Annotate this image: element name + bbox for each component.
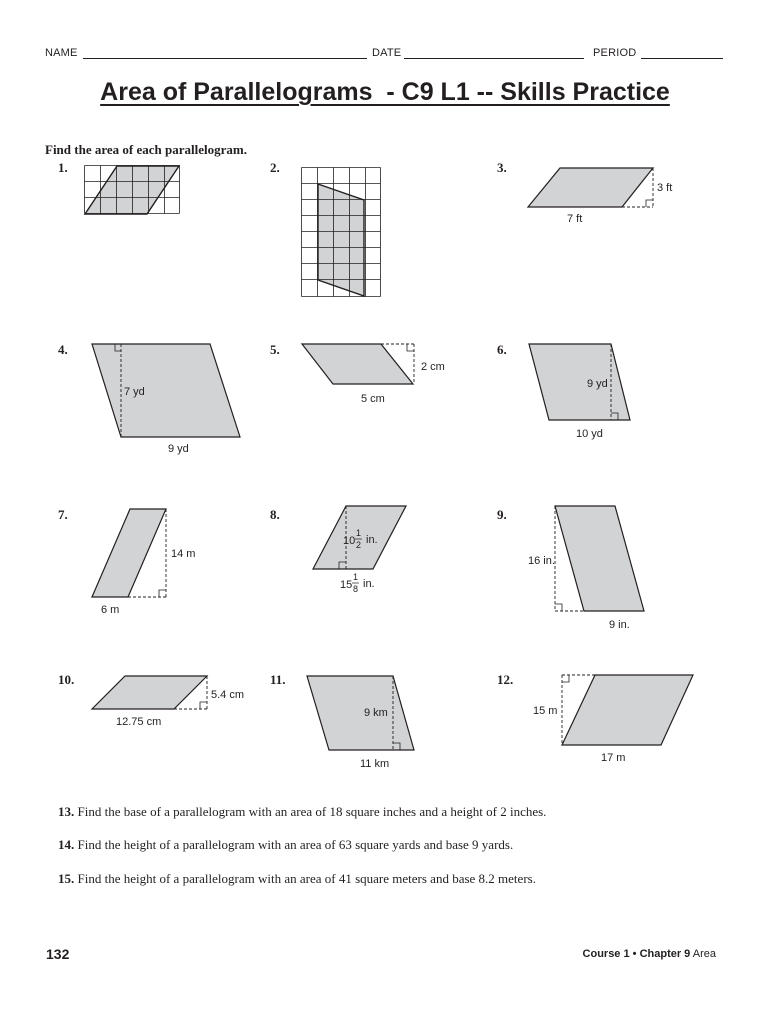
figure-10 xyxy=(88,670,253,735)
figure-8 xyxy=(305,502,425,597)
period-line xyxy=(641,58,723,59)
figure-9 xyxy=(525,502,655,632)
problem-number: 6. xyxy=(497,342,507,357)
problem-number: 3. xyxy=(497,160,507,175)
problem-number: 8. xyxy=(270,507,280,522)
page-number: 132 xyxy=(46,946,70,962)
course-footer: Course 1 • Chapter 9 Area xyxy=(582,948,716,960)
problem-number: 12. xyxy=(497,672,514,687)
dim-label: 10 yd xyxy=(576,428,603,440)
problem-number: 11. xyxy=(270,672,286,687)
question-13: 13. Find the base of a parallelogram with an area of 18 square inches and a height of 2 inches. xyxy=(58,804,547,819)
problem-number: 4. xyxy=(58,342,68,357)
dim-label: 5.4 cm xyxy=(211,689,245,701)
dim-label: 6 m xyxy=(101,604,120,616)
figure-11 xyxy=(303,670,428,775)
question-15: 15. Find the height of a parallelogram with an area of 41 square meters and base 8.2 meters. xyxy=(58,871,536,886)
figure-4 xyxy=(88,340,248,460)
figure-12 xyxy=(525,670,700,770)
figure-1-grid xyxy=(84,165,180,215)
dim-label: 9 in. xyxy=(609,619,630,631)
problem-number: 9. xyxy=(497,507,507,522)
dim-label: 1 xyxy=(356,528,362,538)
dim-label: 7 ft xyxy=(567,213,583,225)
problem-number: 1. xyxy=(58,160,68,175)
problem-number: 2. xyxy=(270,160,280,175)
dim-label: 15 xyxy=(340,579,353,591)
figure-7 xyxy=(88,505,208,620)
date-label: DATE xyxy=(372,47,402,59)
instructions: Find the area of each parallelogram. xyxy=(45,142,247,157)
dim-label: 2 cm xyxy=(421,361,445,373)
page-title: Area of Parallelograms - C9 L1 -- Skills Practice xyxy=(100,78,670,106)
name-line xyxy=(83,58,367,59)
dim-label: 9 km xyxy=(364,707,388,719)
period-label: PERIOD xyxy=(593,47,637,59)
dim-label: 10 xyxy=(343,535,356,547)
dim-label: 9 yd xyxy=(587,378,608,390)
dim-label: 9 yd xyxy=(168,443,189,455)
figure-6 xyxy=(525,340,645,445)
dim-label: 7 yd xyxy=(124,386,145,398)
question-14: 14. Find the height of a parallelogram with an area of 63 square yards and base 9 yards. xyxy=(58,837,514,852)
problem-number: 7. xyxy=(58,507,68,522)
problem-number: 10. xyxy=(58,672,75,687)
dim-label: 2 xyxy=(356,540,362,550)
dim-label: 3 ft xyxy=(657,182,673,194)
dim-label: 15 m xyxy=(533,705,558,717)
dim-label: 8 xyxy=(353,584,359,594)
dim-label: 16 in. xyxy=(528,555,555,567)
dim-label: 5 cm xyxy=(361,393,385,405)
dim-label: 12.75 cm xyxy=(116,716,162,728)
dim-label: in. xyxy=(363,578,375,590)
dim-label: 14 m xyxy=(171,548,196,560)
problem-number: 5. xyxy=(270,342,280,357)
date-line xyxy=(404,58,584,59)
figure-3 xyxy=(520,160,680,230)
dim-label: 17 m xyxy=(601,752,626,764)
name-label: NAME xyxy=(45,47,78,59)
dim-label: in. xyxy=(366,534,378,546)
dim-label: 11 km xyxy=(360,758,390,770)
dim-label: 1 xyxy=(353,572,359,582)
figure-5 xyxy=(298,340,458,410)
figure-2-grid xyxy=(301,167,381,297)
